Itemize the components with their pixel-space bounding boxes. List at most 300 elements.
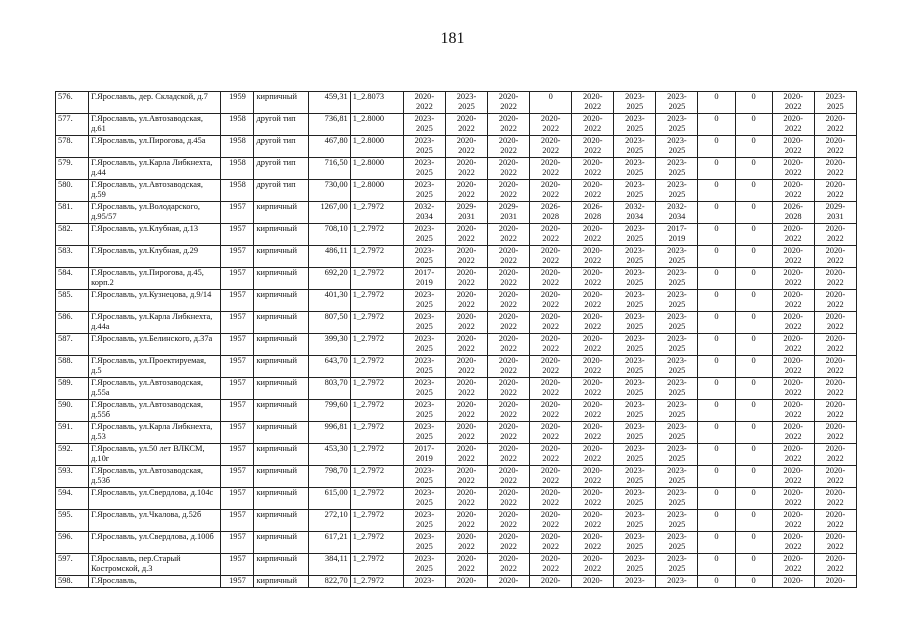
cell-period-6: 2023- 2025 bbox=[614, 246, 656, 268]
cell-period-5: 2020- 2022 bbox=[572, 422, 614, 444]
cell-period-1: 2023- 2025 bbox=[403, 554, 445, 576]
cell-row-number: 586. bbox=[56, 312, 89, 334]
cell-address: Г.Ярославль, ул.Клубная, д.29 bbox=[89, 246, 221, 268]
cell-period-5: 2020- 2022 bbox=[572, 400, 614, 422]
cell-value-9: 0 bbox=[735, 268, 772, 290]
cell-value-8: 0 bbox=[698, 180, 735, 202]
cell-norm-code: 1_2.8000 bbox=[350, 158, 403, 180]
cell-period-10: 2020- 2022 bbox=[772, 92, 814, 114]
cell-value-9: 0 bbox=[735, 290, 772, 312]
cell-period-2: 2020- 2022 bbox=[445, 510, 487, 532]
cell-period-6: 2023- 2025 bbox=[614, 92, 656, 114]
cell-norm-code: 1_2.8000 bbox=[350, 136, 403, 158]
cell-period-10: 2020- 2022 bbox=[772, 554, 814, 576]
cell-value-9: 0 bbox=[735, 180, 772, 202]
cell-period-1: 2017- 2019 bbox=[403, 444, 445, 466]
housing-schedule-table bbox=[55, 91, 857, 588]
cell-period-3: 2020- 2022 bbox=[488, 554, 530, 576]
cell-value-9: 0 bbox=[735, 488, 772, 510]
table-row bbox=[56, 532, 857, 554]
cell-period-11: 2020- 2022 bbox=[814, 510, 856, 532]
cell-wall-type: кирпичный bbox=[254, 444, 308, 466]
table-row bbox=[56, 444, 857, 466]
cell-period-5: 2020- 2022 bbox=[572, 356, 614, 378]
cell-value-8: 0 bbox=[698, 378, 735, 400]
cell-period-3: 2020- 2022 bbox=[488, 532, 530, 554]
cell-norm-code: 1_2.7972 bbox=[350, 444, 403, 466]
cell-year-built: 1958 bbox=[221, 114, 254, 136]
cell-period-3: 2020- 2022 bbox=[488, 246, 530, 268]
cell-period-7: 2023- 2025 bbox=[656, 246, 698, 268]
cell-period-5: 2020- 2022 bbox=[572, 488, 614, 510]
cell-period-3: 2020- 2022 bbox=[488, 268, 530, 290]
cell-period-11: 2020- 2022 bbox=[814, 378, 856, 400]
cell-period-11: 2020- 2022 bbox=[814, 356, 856, 378]
cell-address: Г.Ярославль, ул.Чкалова, д.52б bbox=[89, 510, 221, 532]
cell-period-2: 2029- 2031 bbox=[445, 202, 487, 224]
cell-wall-type: кирпичный bbox=[254, 92, 308, 114]
page-number: 181 bbox=[440, 30, 465, 47]
cell-period-6: 2023- 2025 bbox=[614, 158, 656, 180]
cell-period-4: 2020- bbox=[530, 576, 572, 588]
cell-value-8: 0 bbox=[698, 576, 735, 588]
table-body bbox=[56, 92, 857, 588]
cell-row-number: 598. bbox=[56, 576, 89, 588]
cell-address: Г.Ярославль, ул.Автозаводская, д.55б bbox=[89, 400, 221, 422]
cell-period-1: 2023- 2025 bbox=[403, 400, 445, 422]
cell-period-2: 2020- 2022 bbox=[445, 114, 487, 136]
cell-value-8: 0 bbox=[698, 532, 735, 554]
cell-year-built: 1957 bbox=[221, 202, 254, 224]
cell-wall-type: кирпичный bbox=[254, 312, 308, 334]
cell-period-6: 2023- 2025 bbox=[614, 136, 656, 158]
cell-period-11: 2023- 2025 bbox=[814, 92, 856, 114]
cell-row-number: 583. bbox=[56, 246, 89, 268]
cell-period-7: 2023- 2025 bbox=[656, 422, 698, 444]
cell-period-4: 2020- 2022 bbox=[530, 180, 572, 202]
cell-period-5: 2026- 2028 bbox=[572, 202, 614, 224]
cell-year-built: 1957 bbox=[221, 510, 254, 532]
table-row bbox=[56, 92, 857, 114]
cell-row-number: 597. bbox=[56, 554, 89, 576]
table-row bbox=[56, 158, 857, 180]
table-row bbox=[56, 378, 857, 400]
cell-period-1: 2023- 2025 bbox=[403, 158, 445, 180]
cell-row-number: 596. bbox=[56, 532, 89, 554]
cell-period-10: 2020- 2022 bbox=[772, 400, 814, 422]
cell-row-number: 594. bbox=[56, 488, 89, 510]
cell-period-10: 2020- 2022 bbox=[772, 334, 814, 356]
cell-norm-code: 1_2.7972 bbox=[350, 576, 403, 588]
cell-year-built: 1957 bbox=[221, 576, 254, 588]
cell-period-1: 2023- 2025 bbox=[403, 356, 445, 378]
cell-period-10: 2020- 2022 bbox=[772, 312, 814, 334]
cell-value-8: 0 bbox=[698, 92, 735, 114]
cell-value-9: 0 bbox=[735, 576, 772, 588]
cell-period-5: 2020- 2022 bbox=[572, 378, 614, 400]
cell-period-6: 2023- 2025 bbox=[614, 444, 656, 466]
cell-period-4: 2020- 2022 bbox=[530, 268, 572, 290]
cell-row-number: 582. bbox=[56, 224, 89, 246]
cell-address: Г.Ярославль, ул.Пирогова, д.45, корп.2 bbox=[89, 268, 221, 290]
cell-period-3: 2020- 2022 bbox=[488, 356, 530, 378]
cell-year-built: 1957 bbox=[221, 422, 254, 444]
cell-year-built: 1957 bbox=[221, 290, 254, 312]
cell-period-4: 2020- 2022 bbox=[530, 400, 572, 422]
table-row bbox=[56, 180, 857, 202]
cell-row-number: 585. bbox=[56, 290, 89, 312]
table-row bbox=[56, 356, 857, 378]
cell-year-built: 1957 bbox=[221, 334, 254, 356]
cell-period-5: 2020- 2022 bbox=[572, 466, 614, 488]
cell-wall-type: кирпичный bbox=[254, 334, 308, 356]
cell-value-8: 0 bbox=[698, 246, 735, 268]
cell-period-11: 2020- 2022 bbox=[814, 180, 856, 202]
cell-period-1: 2023- bbox=[403, 576, 445, 588]
cell-norm-code: 1_2.8000 bbox=[350, 114, 403, 136]
cell-address: Г.Ярославль, ул.Кузнецова, д.9/14 bbox=[89, 290, 221, 312]
cell-period-1: 2023- 2025 bbox=[403, 246, 445, 268]
cell-area: 459,31 bbox=[308, 92, 350, 114]
cell-value-8: 0 bbox=[698, 466, 735, 488]
cell-period-3: 2020- 2022 bbox=[488, 180, 530, 202]
cell-period-5: 2020- 2022 bbox=[572, 532, 614, 554]
cell-value-8: 0 bbox=[698, 510, 735, 532]
cell-period-10: 2020- 2022 bbox=[772, 466, 814, 488]
cell-period-3: 2020- 2022 bbox=[488, 158, 530, 180]
cell-period-7: 2023- 2025 bbox=[656, 136, 698, 158]
cell-value-8: 0 bbox=[698, 444, 735, 466]
cell-period-3: 2020- 2022 bbox=[488, 444, 530, 466]
cell-address: Г.Ярославль, дер. Складской, д.7 bbox=[89, 92, 221, 114]
cell-wall-type: кирпичный bbox=[254, 422, 308, 444]
table-row bbox=[56, 268, 857, 290]
cell-period-5: 2020- 2022 bbox=[572, 224, 614, 246]
cell-period-2: 2020- 2022 bbox=[445, 334, 487, 356]
cell-period-1: 2020- 2022 bbox=[403, 92, 445, 114]
cell-address: Г.Ярославль, ул.Проектируемая, д.5 bbox=[89, 356, 221, 378]
cell-period-7: 2023- 2025 bbox=[656, 268, 698, 290]
cell-period-1: 2023- 2025 bbox=[403, 312, 445, 334]
cell-wall-type: кирпичный bbox=[254, 400, 308, 422]
cell-period-10: 2020- 2022 bbox=[772, 114, 814, 136]
cell-period-5: 2020- 2022 bbox=[572, 554, 614, 576]
table-row bbox=[56, 290, 857, 312]
cell-period-5: 2020- 2022 bbox=[572, 312, 614, 334]
cell-value-8: 0 bbox=[698, 488, 735, 510]
cell-year-built: 1957 bbox=[221, 466, 254, 488]
cell-area: 716,50 bbox=[308, 158, 350, 180]
cell-period-4: 2020- 2022 bbox=[530, 444, 572, 466]
cell-value-8: 0 bbox=[698, 312, 735, 334]
cell-period-1: 2023- 2025 bbox=[403, 422, 445, 444]
cell-year-built: 1957 bbox=[221, 312, 254, 334]
cell-period-6: 2023- bbox=[614, 576, 656, 588]
cell-period-7: 2023- 2025 bbox=[656, 378, 698, 400]
cell-year-built: 1959 bbox=[221, 92, 254, 114]
table-row bbox=[56, 202, 857, 224]
cell-period-1: 2023- 2025 bbox=[403, 510, 445, 532]
cell-year-built: 1958 bbox=[221, 158, 254, 180]
cell-period-10: 2020- 2022 bbox=[772, 136, 814, 158]
cell-period-6: 2023- 2025 bbox=[614, 466, 656, 488]
cell-period-2: 2020- 2022 bbox=[445, 158, 487, 180]
cell-period-5: 2020- 2022 bbox=[572, 92, 614, 114]
cell-value-9: 0 bbox=[735, 422, 772, 444]
cell-year-built: 1957 bbox=[221, 356, 254, 378]
cell-period-7: 2023- bbox=[656, 576, 698, 588]
cell-wall-type: кирпичный bbox=[254, 532, 308, 554]
cell-wall-type: кирпичный bbox=[254, 488, 308, 510]
cell-norm-code: 1_2.7972 bbox=[350, 224, 403, 246]
cell-area: 736,81 bbox=[308, 114, 350, 136]
cell-area: 996,81 bbox=[308, 422, 350, 444]
cell-period-4: 2020- 2022 bbox=[530, 246, 572, 268]
cell-period-3: 2020- 2022 bbox=[488, 224, 530, 246]
cell-period-10: 2020- bbox=[772, 576, 814, 588]
cell-period-4: 2020- 2022 bbox=[530, 114, 572, 136]
cell-period-7: 2023- 2025 bbox=[656, 114, 698, 136]
cell-period-7: 2023- 2025 bbox=[656, 510, 698, 532]
cell-period-7: 2023- 2025 bbox=[656, 92, 698, 114]
cell-period-7: 2023- 2025 bbox=[656, 334, 698, 356]
cell-period-2: 2020- 2022 bbox=[445, 466, 487, 488]
cell-period-2: 2020- 2022 bbox=[445, 312, 487, 334]
cell-period-7: 2023- 2025 bbox=[656, 532, 698, 554]
cell-period-2: 2020- 2022 bbox=[445, 554, 487, 576]
cell-period-11: 2020- 2022 bbox=[814, 312, 856, 334]
cell-address: Г.Ярославль, ул.Белинского, д.37а bbox=[89, 334, 221, 356]
cell-wall-type: кирпичный bbox=[254, 510, 308, 532]
cell-period-5: 2020- 2022 bbox=[572, 334, 614, 356]
cell-wall-type: другой тип bbox=[254, 158, 308, 180]
table-row bbox=[56, 510, 857, 532]
cell-period-10: 2020- 2022 bbox=[772, 180, 814, 202]
cell-period-7: 2023- 2025 bbox=[656, 400, 698, 422]
cell-period-11: 2020- 2022 bbox=[814, 488, 856, 510]
cell-period-1: 2023- 2025 bbox=[403, 224, 445, 246]
cell-period-6: 2023- 2025 bbox=[614, 180, 656, 202]
table-row bbox=[56, 400, 857, 422]
cell-norm-code: 1_2.7972 bbox=[350, 422, 403, 444]
cell-period-7: 2023- 2025 bbox=[656, 158, 698, 180]
cell-row-number: 581. bbox=[56, 202, 89, 224]
table-row bbox=[56, 334, 857, 356]
cell-period-11: 2020- 2022 bbox=[814, 400, 856, 422]
cell-period-6: 2023- 2025 bbox=[614, 312, 656, 334]
cell-period-4: 2020- 2022 bbox=[530, 224, 572, 246]
cell-period-7: 2023- 2025 bbox=[656, 466, 698, 488]
cell-period-5: 2020- 2022 bbox=[572, 180, 614, 202]
cell-period-10: 2020- 2022 bbox=[772, 158, 814, 180]
cell-address: Г.Ярославль, ул.Володарского, д.95/57 bbox=[89, 202, 221, 224]
cell-norm-code: 1_2.7972 bbox=[350, 290, 403, 312]
cell-period-4: 2020- 2022 bbox=[530, 158, 572, 180]
cell-row-number: 580. bbox=[56, 180, 89, 202]
cell-value-9: 0 bbox=[735, 312, 772, 334]
cell-period-4: 2020- 2022 bbox=[530, 378, 572, 400]
cell-period-11: 2020- 2022 bbox=[814, 444, 856, 466]
cell-value-9: 0 bbox=[735, 158, 772, 180]
cell-wall-type: кирпичный bbox=[254, 466, 308, 488]
cell-period-6: 2023- 2025 bbox=[614, 422, 656, 444]
cell-value-8: 0 bbox=[698, 356, 735, 378]
cell-norm-code: 1_2.7972 bbox=[350, 312, 403, 334]
cell-address: Г.Ярославль, ул.Карла Либкнехта, д.44 bbox=[89, 158, 221, 180]
cell-value-9: 0 bbox=[735, 114, 772, 136]
cell-value-8: 0 bbox=[698, 224, 735, 246]
cell-period-2: 2020- 2022 bbox=[445, 444, 487, 466]
cell-period-10: 2020- 2022 bbox=[772, 510, 814, 532]
cell-address: Г.Ярославль, ул.Свердлова, д.104с bbox=[89, 488, 221, 510]
cell-period-6: 2032- 2034 bbox=[614, 202, 656, 224]
cell-period-3: 2029- 2031 bbox=[488, 202, 530, 224]
cell-row-number: 576. bbox=[56, 92, 89, 114]
cell-value-9: 0 bbox=[735, 466, 772, 488]
cell-period-11: 2020- 2022 bbox=[814, 136, 856, 158]
cell-period-1: 2023- 2025 bbox=[403, 136, 445, 158]
cell-period-7: 2023- 2025 bbox=[656, 488, 698, 510]
cell-period-5: 2020- 2022 bbox=[572, 246, 614, 268]
cell-period-6: 2023- 2025 bbox=[614, 114, 656, 136]
cell-area: 401,30 bbox=[308, 290, 350, 312]
cell-period-11: 2020- 2022 bbox=[814, 334, 856, 356]
cell-area: 272,10 bbox=[308, 510, 350, 532]
cell-address: Г.Ярославль, ул.Автозаводская, д.61 bbox=[89, 114, 221, 136]
cell-year-built: 1957 bbox=[221, 554, 254, 576]
cell-area: 692,20 bbox=[308, 268, 350, 290]
cell-wall-type: другой тип bbox=[254, 136, 308, 158]
cell-row-number: 584. bbox=[56, 268, 89, 290]
table-row bbox=[56, 488, 857, 510]
cell-norm-code: 1_2.8000 bbox=[350, 180, 403, 202]
cell-value-8: 0 bbox=[698, 334, 735, 356]
cell-period-2: 2020- 2022 bbox=[445, 268, 487, 290]
cell-period-4: 2020- 2022 bbox=[530, 488, 572, 510]
cell-value-8: 0 bbox=[698, 554, 735, 576]
cell-year-built: 1957 bbox=[221, 378, 254, 400]
cell-period-5: 2020- 2022 bbox=[572, 290, 614, 312]
table-row bbox=[56, 554, 857, 576]
cell-year-built: 1957 bbox=[221, 532, 254, 554]
cell-value-8: 0 bbox=[698, 290, 735, 312]
cell-norm-code: 1_2.7972 bbox=[350, 488, 403, 510]
cell-period-11: 2020- 2022 bbox=[814, 532, 856, 554]
cell-period-4: 2020- 2022 bbox=[530, 356, 572, 378]
cell-period-11: 2020- 2022 bbox=[814, 246, 856, 268]
cell-area: 399,30 bbox=[308, 334, 350, 356]
cell-row-number: 591. bbox=[56, 422, 89, 444]
cell-address: Г.Ярославль, ул.Пирогова, д.45а bbox=[89, 136, 221, 158]
cell-value-9: 0 bbox=[735, 444, 772, 466]
cell-period-2: 2020- 2022 bbox=[445, 356, 487, 378]
table-row bbox=[56, 246, 857, 268]
cell-period-1: 2023- 2025 bbox=[403, 114, 445, 136]
cell-norm-code: 1_2.7972 bbox=[350, 400, 403, 422]
cell-wall-type: кирпичный bbox=[254, 202, 308, 224]
cell-period-7: 2032- 2034 bbox=[656, 202, 698, 224]
cell-period-10: 2020- 2022 bbox=[772, 224, 814, 246]
cell-period-3: 2020- 2022 bbox=[488, 136, 530, 158]
cell-period-1: 2032- 2034 bbox=[403, 202, 445, 224]
cell-period-6: 2023- 2025 bbox=[614, 334, 656, 356]
cell-period-11: 2020- 2022 bbox=[814, 466, 856, 488]
table-row bbox=[56, 466, 857, 488]
cell-area: 453,30 bbox=[308, 444, 350, 466]
cell-address: Г.Ярославль, ул.Автозаводская, д.53б bbox=[89, 466, 221, 488]
cell-norm-code: 1_2.7972 bbox=[350, 356, 403, 378]
cell-period-2: 2020- 2022 bbox=[445, 488, 487, 510]
cell-period-3: 2020- 2022 bbox=[488, 466, 530, 488]
cell-period-5: 2020- 2022 bbox=[572, 158, 614, 180]
cell-address: Г.Ярославль, пер.Старый Костромской, д.3 bbox=[89, 554, 221, 576]
cell-period-6: 2023- 2025 bbox=[614, 510, 656, 532]
table-row bbox=[56, 576, 857, 588]
cell-row-number: 587. bbox=[56, 334, 89, 356]
cell-period-6: 2023- 2025 bbox=[614, 488, 656, 510]
cell-period-3: 2020- bbox=[488, 576, 530, 588]
cell-period-3: 2020- 2022 bbox=[488, 334, 530, 356]
cell-period-6: 2023- 2025 bbox=[614, 290, 656, 312]
cell-period-11: 2020- 2022 bbox=[814, 422, 856, 444]
table-row bbox=[56, 114, 857, 136]
cell-value-9: 0 bbox=[735, 356, 772, 378]
cell-norm-code: 1_2.7972 bbox=[350, 334, 403, 356]
cell-period-6: 2023- 2025 bbox=[614, 400, 656, 422]
cell-row-number: 590. bbox=[56, 400, 89, 422]
cell-period-4: 2020- 2022 bbox=[530, 312, 572, 334]
cell-period-2: 2020- 2022 bbox=[445, 246, 487, 268]
cell-period-6: 2023- 2025 bbox=[614, 224, 656, 246]
cell-period-3: 2020- 2022 bbox=[488, 510, 530, 532]
cell-period-4: 2020- 2022 bbox=[530, 466, 572, 488]
cell-wall-type: другой тип bbox=[254, 114, 308, 136]
cell-year-built: 1957 bbox=[221, 246, 254, 268]
cell-value-8: 0 bbox=[698, 202, 735, 224]
cell-period-6: 2023- 2025 bbox=[614, 554, 656, 576]
cell-period-7: 2023- 2025 bbox=[656, 356, 698, 378]
cell-period-2: 2020- 2022 bbox=[445, 422, 487, 444]
cell-address: Г.Ярославль, ул.50 лет ВЛКСМ, д.10г bbox=[89, 444, 221, 466]
cell-period-7: 2023- 2025 bbox=[656, 180, 698, 202]
cell-period-2: 2020- 2022 bbox=[445, 378, 487, 400]
cell-area: 822,70 bbox=[308, 576, 350, 588]
cell-period-3: 2020- 2022 bbox=[488, 290, 530, 312]
cell-area: 486,11 bbox=[308, 246, 350, 268]
cell-period-1: 2023- 2025 bbox=[403, 334, 445, 356]
cell-address: Г.Ярославль, ул.Автозаводская, д.55а bbox=[89, 378, 221, 400]
cell-wall-type: кирпичный bbox=[254, 554, 308, 576]
cell-address: Г.Ярославль, ул.Карла Либкнехта, д.53 bbox=[89, 422, 221, 444]
cell-period-2: 2020- 2022 bbox=[445, 136, 487, 158]
cell-row-number: 592. bbox=[56, 444, 89, 466]
cell-area: 384,11 bbox=[308, 554, 350, 576]
cell-period-3: 2020- 2022 bbox=[488, 488, 530, 510]
cell-period-6: 2023- 2025 bbox=[614, 532, 656, 554]
cell-row-number: 593. bbox=[56, 466, 89, 488]
cell-address: Г.Ярославль, ул.Клубная, д.13 bbox=[89, 224, 221, 246]
cell-area: 798,70 bbox=[308, 466, 350, 488]
cell-norm-code: 1_2.8073 bbox=[350, 92, 403, 114]
cell-area: 730,00 bbox=[308, 180, 350, 202]
cell-wall-type: кирпичный bbox=[254, 224, 308, 246]
cell-area: 803,70 bbox=[308, 378, 350, 400]
cell-address: Г.Ярославль, ул.Карла Либкнехта, д.44а bbox=[89, 312, 221, 334]
cell-period-10: 2020- 2022 bbox=[772, 356, 814, 378]
cell-norm-code: 1_2.7972 bbox=[350, 246, 403, 268]
cell-year-built: 1958 bbox=[221, 180, 254, 202]
cell-value-9: 0 bbox=[735, 532, 772, 554]
